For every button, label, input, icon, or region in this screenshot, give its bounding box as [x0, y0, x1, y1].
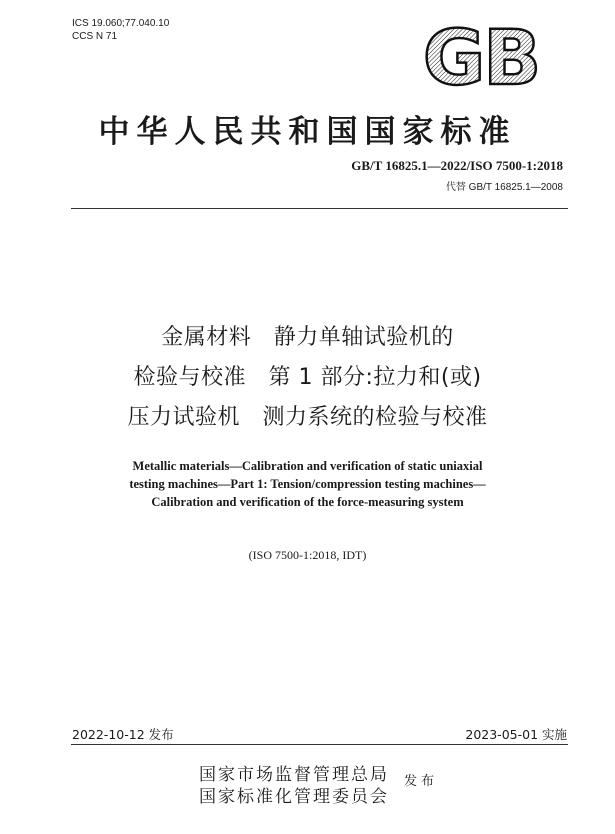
issue-date: 2022-10-12 发布	[72, 727, 174, 742]
gb-logo-text: GB	[422, 18, 540, 96]
gb-logo	[418, 18, 544, 96]
replaces-note: 代替 GB/T 16825.1—2008	[445, 182, 563, 193]
cn-title-line-3: 压力试验机 测力系统的检验与校准	[127, 405, 488, 430]
issuer-line-1: 国家市场监督管理总局	[199, 765, 389, 785]
publish-label: 发布	[404, 774, 439, 789]
en-title-line-1: Metallic materials—Calibration and verification of static uniaxial	[132, 459, 483, 473]
top-divider	[71, 208, 568, 209]
implementation-date: 2023-05-01 实施	[465, 727, 567, 742]
en-title-line-2: testing machines—Part 1: Tension/compression testing machines—	[129, 477, 486, 491]
en-title-line-3: Calibration and verification of the force-measuring system	[151, 495, 464, 509]
issuer-line-2: 国家标准化管理委员会	[199, 787, 389, 807]
cn-title-line-2: 检验与校准 第 1 部分:拉力和(或)	[133, 365, 482, 390]
iso-reference: (ISO 7500-1:2018, IDT)	[248, 548, 367, 562]
ics-code: ICS 19.060;77.040.10	[72, 18, 170, 29]
cn-title-line-1: 金属材料 静力单轴试验机的	[161, 325, 454, 350]
document-series-title: 中华人民共和国国家标准	[98, 114, 517, 150]
bottom-divider	[71, 744, 568, 745]
ccs-code: CCS N 71	[72, 31, 118, 42]
standard-number: GB/T 16825.1—2022/ISO 7500-1:2018	[351, 158, 563, 173]
